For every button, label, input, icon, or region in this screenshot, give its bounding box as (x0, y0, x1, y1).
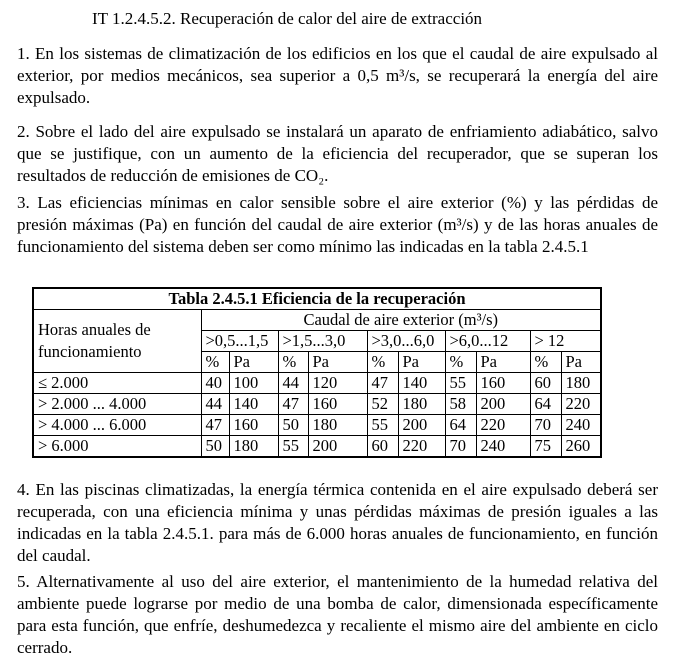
value-cell: 55 (367, 415, 398, 436)
paragraph-2: 2. Sobre el lado del aire expulsado se instalará un aparato de enfriamiento adiabático, salvo que se justifique, con un aumento de la eficiencia del recuperador, que se superan los resultados de reducción de emisiones de CO₂. (17, 122, 658, 185)
value-cell: 140 (398, 373, 445, 394)
value-cell: 200 (476, 394, 530, 415)
value-cell: 52 (367, 394, 398, 415)
hours-cell: ≤ 2.000 (33, 373, 201, 394)
table-row (33, 436, 601, 458)
value-cell: 60 (530, 373, 561, 394)
table-row (33, 394, 601, 415)
value-cell: 47 (367, 373, 398, 394)
unit-pct: % (278, 352, 308, 373)
unit-pct: % (530, 352, 561, 373)
value-cell: 200 (398, 415, 445, 436)
unit-pct: % (201, 352, 229, 373)
unit-pa: Pa (476, 352, 530, 373)
paragraph-3: 3. Las eficiencias mínimas en calor sensible sobre el aire exterior (%) y las pérdidas de presión máximas (Pa) en función del caudal de aire exterior (m³/s) y de las horas anuales de funcionamiento del sistema deben ser como mínimo las indicadas en la tabla 2.4.5.1 (17, 193, 658, 256)
value-cell: 47 (201, 415, 229, 436)
value-cell: 58 (445, 394, 476, 415)
value-cell: 50 (278, 415, 308, 436)
paragraph-4: 4. En las piscinas climatizadas, la energía térmica contenida en el aire expulsado deberá ser recuperada, con una eficiencia mínima y unas pérdidas máximas de presión iguales a las indicadas en la tabla 2.4.5.1. para más de 6.000 horas anuales de funcionamiento, en función del caudal. (17, 480, 658, 565)
unit-pa: Pa (308, 352, 367, 373)
table-row (33, 373, 601, 394)
value-cell: 240 (561, 415, 601, 436)
value-cell: 220 (476, 415, 530, 436)
value-cell: 240 (476, 436, 530, 458)
unit-pct: % (445, 352, 476, 373)
value-cell: 44 (201, 394, 229, 415)
caudal-header: Caudal de aire exterior (m³/s) (201, 310, 601, 331)
value-cell: 64 (445, 415, 476, 436)
range-header: >6,0...12 (445, 331, 530, 352)
table-caption: Tabla 2.4.5.1 Eficiencia de la recuperación (33, 288, 601, 310)
value-cell: 160 (229, 415, 278, 436)
paragraph-1: 1. En los sistemas de climatización de los edificios en los que el caudal de aire expulsado al exterior, por medios mecánicos, sea superior a 0,5 m³/s, se recuperará la energía del aire expulsado. (17, 44, 658, 107)
value-cell: 120 (308, 373, 367, 394)
table-caption-row (33, 288, 601, 310)
value-cell: 55 (278, 436, 308, 458)
value-cell: 180 (398, 394, 445, 415)
unit-pa: Pa (229, 352, 278, 373)
hours-cell: > 4.000 ... 6.000 (33, 415, 201, 436)
value-cell: 50 (201, 436, 229, 458)
value-cell: 180 (229, 436, 278, 458)
value-cell: 160 (476, 373, 530, 394)
value-cell: 100 (229, 373, 278, 394)
value-cell: 70 (445, 436, 476, 458)
paragraph-5: 5. Alternativamente al uso del aire exterior, el mantenimiento de la humedad relativa del ambiente puede lograrse por medio de una bomba de calor, dimensionada específicamente para esta función, que enfríe, deshumedezca y recaliente el mismo aire del ambiente en ciclo cerrado. (17, 572, 658, 657)
efficiency-table (32, 287, 602, 458)
value-cell: 70 (530, 415, 561, 436)
value-cell: 140 (229, 394, 278, 415)
value-cell: 160 (308, 394, 367, 415)
range-header: >0,5...1,5 (201, 331, 278, 352)
range-header: >3,0...6,0 (367, 331, 445, 352)
value-cell: 40 (201, 373, 229, 394)
value-cell: 47 (278, 394, 308, 415)
value-cell: 44 (278, 373, 308, 394)
unit-pct: % (367, 352, 398, 373)
range-header: > 12 (530, 331, 601, 352)
table-header-row (33, 310, 601, 331)
hours-cell: > 6.000 (33, 436, 201, 458)
unit-pa: Pa (561, 352, 601, 373)
value-cell: 75 (530, 436, 561, 458)
hours-header: Horas anuales de funcionamiento (33, 310, 201, 373)
value-cell: 220 (561, 394, 601, 415)
value-cell: 55 (445, 373, 476, 394)
value-cell: 64 (530, 394, 561, 415)
value-cell: 180 (308, 415, 367, 436)
value-cell: 260 (561, 436, 601, 458)
section-title: IT 1.2.4.5.2. Recuperación de calor del aire de extracción (92, 9, 483, 28)
unit-pa: Pa (398, 352, 445, 373)
value-cell: 180 (561, 373, 601, 394)
value-cell: 200 (308, 436, 367, 458)
value-cell: 220 (398, 436, 445, 458)
range-header: >1,5...3,0 (278, 331, 367, 352)
table-row (33, 415, 601, 436)
hours-cell: > 2.000 ... 4.000 (33, 394, 201, 415)
value-cell: 60 (367, 436, 398, 458)
